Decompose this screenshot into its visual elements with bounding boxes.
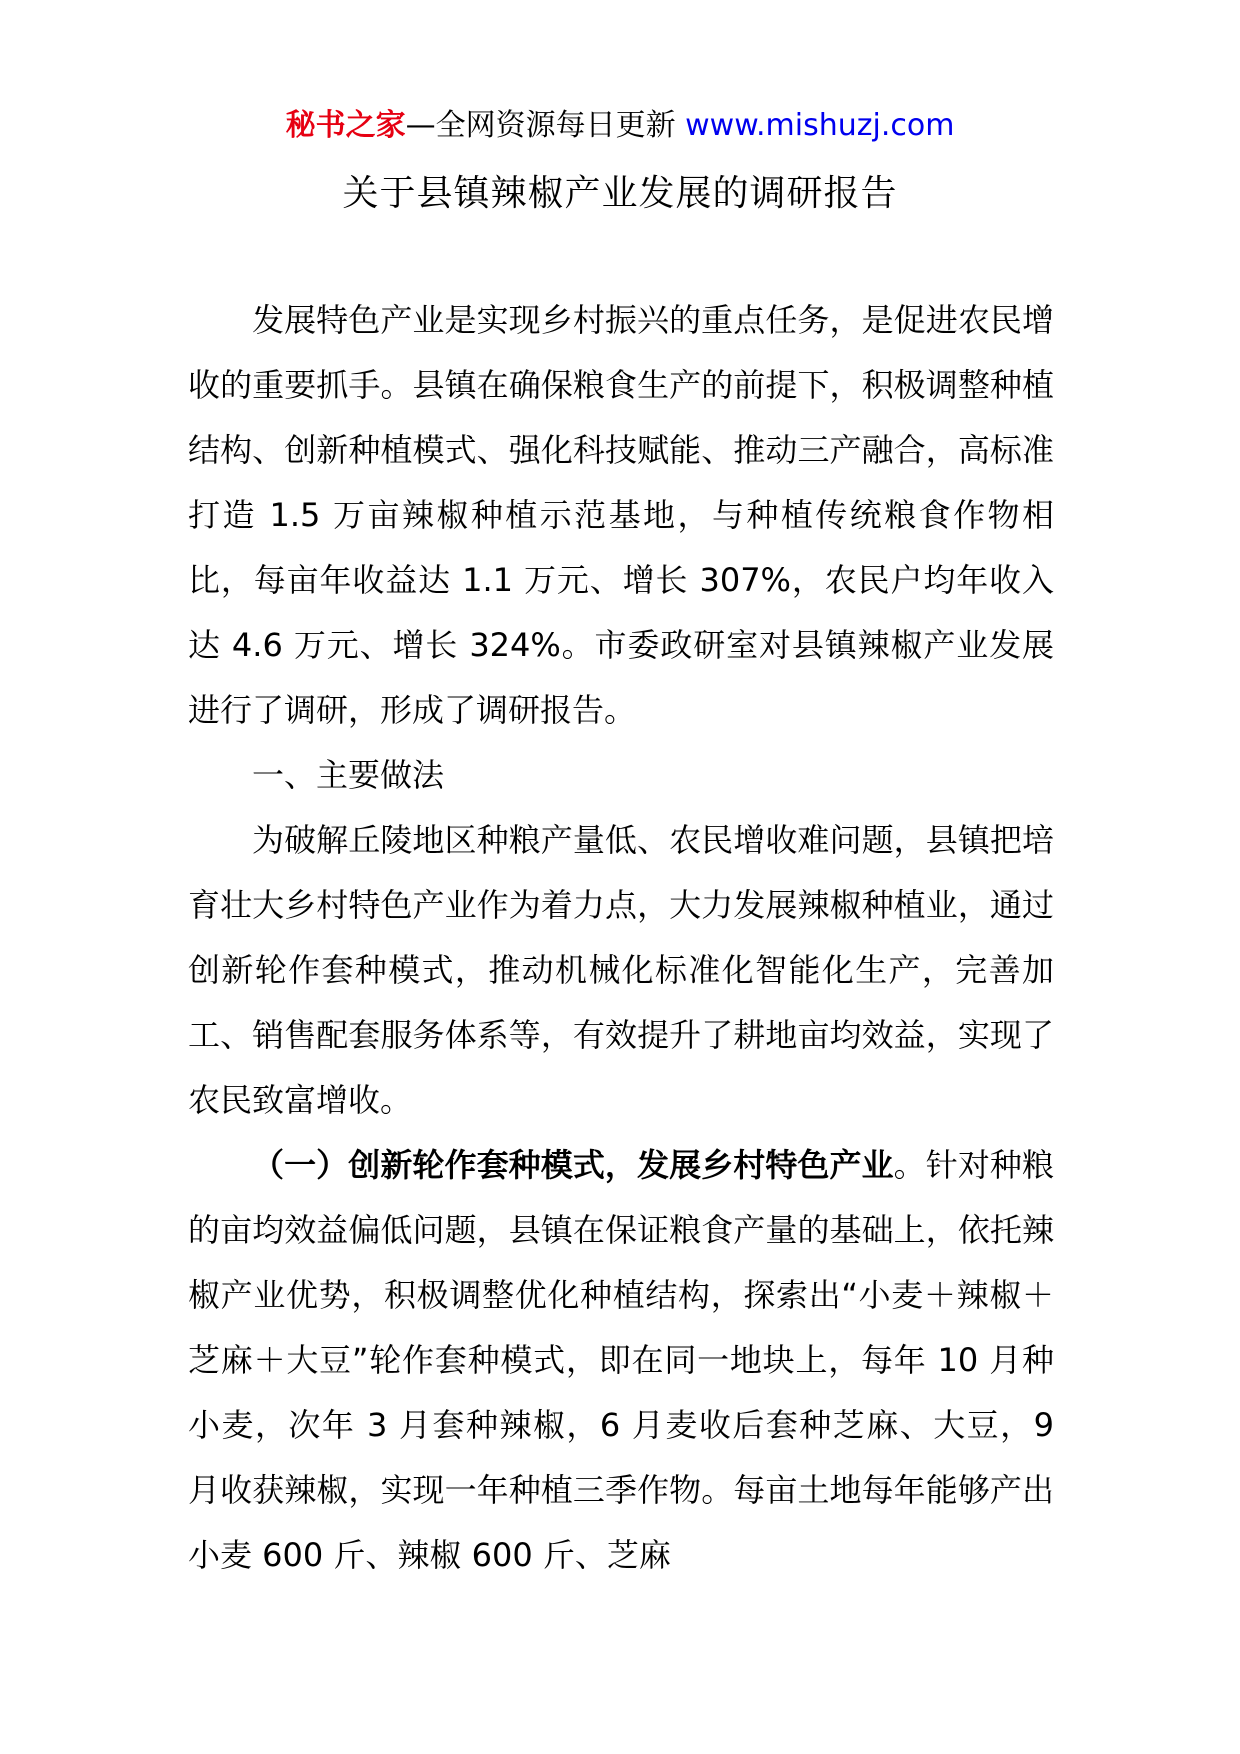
site-url-link[interactable]: www.mishuzj.com bbox=[685, 108, 955, 143]
document-title: 关于县镇辣椒产业发展的调研报告 bbox=[342, 173, 898, 214]
section-heading-main-practices: 一、主要做法 bbox=[252, 756, 445, 794]
header-tagline: —全网资源每日更新 bbox=[405, 108, 676, 143]
section1-paragraph bbox=[188, 1133, 1054, 1588]
brand-name: 秘书之家 bbox=[285, 108, 406, 143]
section1-text: 。针对种粮的亩均效益偏低问题，县镇在保证粮食产量的基础上，依托辣椒产业优势，积极调整优化种植结构，探索出“小麦＋辣椒＋芝麻＋大豆”轮作套种模式，即在同一地块上，每年 10 月种小麦，次年 3 月套种辣椒，6 月麦收后套种芝麻、大豆，9 月收获辣椒，实现一年种植三季作物。每亩土地每年能够产出小麦 600 斤、辣椒 600 斤、芝麻 bbox=[188, 1146, 1054, 1574]
practices-paragraph: 为破解丘陵地区种粮产量低、农民增收难问题，县镇把培育壮大乡村特色产业作为着力点，大力发展辣椒种植业，通过创新轮作套种模式，推动机械化标准化智能化生产，完善加工、销售配套服务体系等，有效提升了耕地亩均效益，实现了农民致富增收。 bbox=[188, 821, 1054, 1119]
section1-heading: （一）创新轮作套种模式，发展乡村特色产业 bbox=[252, 1146, 894, 1184]
document-body bbox=[188, 288, 1054, 1588]
site-header bbox=[0, 104, 1240, 148]
intro-paragraph: 发展特色产业是实现乡村振兴的重点任务，是促进农民增收的重要抓手。县镇在确保粮食生产的前提下，积极调整种植结构、创新种植模式、强化科技赋能、推动三产融合，高标准打造 1.5 万亩辣椒种植示范基地，与种植传统粮食作物相比，每亩年收益达 1.1 万元、增长 307%，农民户均年收入达 4.6 万元、增长 324%。市委政研室对县镇辣椒产业发展进行了调研，形成了调研报告。 bbox=[188, 301, 1054, 729]
